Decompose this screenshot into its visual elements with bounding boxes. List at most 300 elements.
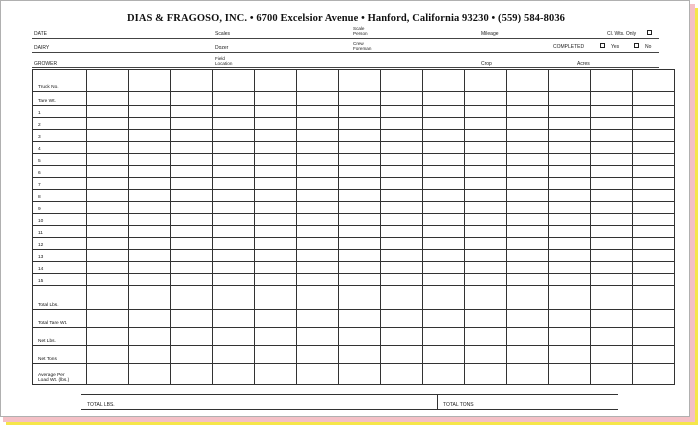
entry-cell[interactable] — [339, 262, 381, 274]
entry-cell[interactable] — [129, 202, 171, 214]
entry-cell[interactable] — [213, 70, 255, 92]
entry-cell[interactable] — [633, 154, 675, 166]
entry-cell[interactable] — [129, 262, 171, 274]
entry-cell[interactable] — [549, 178, 591, 190]
entry-cell[interactable] — [339, 70, 381, 92]
entry-cell[interactable] — [591, 142, 633, 154]
entry-cell[interactable] — [633, 202, 675, 214]
entry-cell[interactable] — [591, 92, 633, 106]
entry-cell[interactable] — [297, 238, 339, 250]
entry-cell[interactable] — [423, 178, 465, 190]
entry-cell[interactable] — [423, 310, 465, 328]
entry-cell[interactable] — [297, 286, 339, 310]
entry-cell[interactable] — [633, 106, 675, 118]
entry-cell[interactable] — [339, 250, 381, 262]
entry-cell[interactable] — [465, 92, 507, 106]
entry-cell[interactable] — [549, 310, 591, 328]
entry-cell[interactable] — [633, 346, 675, 364]
entry-cell[interactable] — [171, 286, 213, 310]
entry-cell[interactable] — [423, 346, 465, 364]
entry-cell[interactable] — [465, 130, 507, 142]
entry-cell[interactable] — [255, 202, 297, 214]
entry-cell[interactable] — [423, 118, 465, 130]
entry-cell[interactable] — [171, 70, 213, 92]
entry-cell[interactable] — [549, 226, 591, 238]
entry-cell[interactable] — [255, 250, 297, 262]
entry-cell[interactable] — [633, 70, 675, 92]
entry-cell[interactable] — [87, 178, 129, 190]
entry-cell[interactable] — [423, 364, 465, 385]
entry-cell[interactable] — [297, 92, 339, 106]
entry-cell[interactable] — [465, 118, 507, 130]
entry-cell[interactable] — [213, 346, 255, 364]
entry-cell[interactable] — [381, 106, 423, 118]
entry-cell[interactable] — [171, 310, 213, 328]
entry-cell[interactable] — [549, 364, 591, 385]
entry-cell[interactable] — [507, 274, 549, 286]
entry-cell[interactable] — [633, 166, 675, 178]
entry-cell[interactable] — [381, 226, 423, 238]
entry-cell[interactable] — [549, 274, 591, 286]
entry-cell[interactable] — [87, 190, 129, 202]
entry-cell[interactable] — [549, 130, 591, 142]
entry-cell[interactable] — [423, 202, 465, 214]
entry-cell[interactable] — [633, 310, 675, 328]
entry-cell[interactable] — [381, 154, 423, 166]
entry-cell[interactable] — [87, 250, 129, 262]
entry-cell[interactable] — [465, 346, 507, 364]
entry-cell[interactable] — [465, 202, 507, 214]
entry-cell[interactable] — [423, 274, 465, 286]
entry-cell[interactable] — [591, 262, 633, 274]
entry-cell[interactable] — [423, 106, 465, 118]
entry-cell[interactable] — [129, 166, 171, 178]
entry-cell[interactable] — [171, 262, 213, 274]
entry-cell[interactable] — [381, 130, 423, 142]
entry-cell[interactable] — [213, 130, 255, 142]
entry-cell[interactable] — [549, 214, 591, 226]
entry-cell[interactable] — [423, 262, 465, 274]
entry-cell[interactable] — [87, 142, 129, 154]
entry-cell[interactable] — [423, 142, 465, 154]
entry-cell[interactable] — [171, 346, 213, 364]
entry-cell[interactable] — [255, 130, 297, 142]
entry-cell[interactable] — [129, 106, 171, 118]
entry-cell[interactable] — [339, 310, 381, 328]
entry-cell[interactable] — [297, 346, 339, 364]
entry-cell[interactable] — [339, 286, 381, 310]
entry-cell[interactable] — [339, 202, 381, 214]
entry-cell[interactable] — [255, 70, 297, 92]
entry-cell[interactable] — [591, 166, 633, 178]
entry-cell[interactable] — [591, 70, 633, 92]
entry-cell[interactable] — [465, 190, 507, 202]
entry-cell[interactable] — [213, 250, 255, 262]
entry-cell[interactable] — [633, 238, 675, 250]
entry-cell[interactable] — [507, 214, 549, 226]
entry-cell[interactable] — [591, 118, 633, 130]
entry-cell[interactable] — [465, 214, 507, 226]
entry-cell[interactable] — [87, 262, 129, 274]
entry-cell[interactable] — [297, 328, 339, 346]
completed-yes-checkbox[interactable] — [600, 43, 605, 48]
entry-cell[interactable] — [87, 106, 129, 118]
entry-cell[interactable] — [87, 346, 129, 364]
entry-cell[interactable] — [465, 238, 507, 250]
completed-no-checkbox[interactable] — [634, 43, 639, 48]
entry-cell[interactable] — [591, 250, 633, 262]
entry-cell[interactable] — [129, 154, 171, 166]
entry-cell[interactable] — [591, 154, 633, 166]
entry-cell[interactable] — [591, 178, 633, 190]
entry-cell[interactable] — [213, 262, 255, 274]
entry-cell[interactable] — [591, 238, 633, 250]
entry-cell[interactable] — [381, 274, 423, 286]
entry-cell[interactable] — [213, 364, 255, 385]
entry-cell[interactable] — [213, 142, 255, 154]
entry-cell[interactable] — [465, 310, 507, 328]
entry-cell[interactable] — [423, 328, 465, 346]
entry-cell[interactable] — [171, 364, 213, 385]
entry-cell[interactable] — [381, 262, 423, 274]
entry-cell[interactable] — [549, 154, 591, 166]
entry-cell[interactable] — [297, 142, 339, 154]
entry-cell[interactable] — [213, 286, 255, 310]
entry-cell[interactable] — [129, 190, 171, 202]
entry-cell[interactable] — [255, 310, 297, 328]
entry-cell[interactable] — [423, 154, 465, 166]
entry-cell[interactable] — [171, 226, 213, 238]
entry-cell[interactable] — [297, 178, 339, 190]
entry-cell[interactable] — [171, 202, 213, 214]
entry-cell[interactable] — [255, 328, 297, 346]
entry-cell[interactable] — [507, 178, 549, 190]
entry-cell[interactable] — [297, 226, 339, 238]
entry-cell[interactable] — [213, 106, 255, 118]
entry-cell[interactable] — [297, 214, 339, 226]
entry-cell[interactable] — [129, 310, 171, 328]
entry-cell[interactable] — [87, 226, 129, 238]
entry-cell[interactable] — [129, 142, 171, 154]
entry-cell[interactable] — [549, 106, 591, 118]
entry-cell[interactable] — [87, 364, 129, 385]
entry-cell[interactable] — [87, 310, 129, 328]
entry-cell[interactable] — [381, 346, 423, 364]
entry-cell[interactable] — [633, 130, 675, 142]
entry-cell[interactable] — [339, 328, 381, 346]
entry-cell[interactable] — [255, 154, 297, 166]
entry-cell[interactable] — [171, 328, 213, 346]
entry-cell[interactable] — [423, 214, 465, 226]
entry-cell[interactable] — [129, 346, 171, 364]
entry-cell[interactable] — [423, 166, 465, 178]
entry-cell[interactable] — [423, 130, 465, 142]
entry-cell[interactable] — [339, 226, 381, 238]
entry-cell[interactable] — [549, 238, 591, 250]
entry-cell[interactable] — [465, 262, 507, 274]
entry-cell[interactable] — [633, 286, 675, 310]
entry-cell[interactable] — [255, 92, 297, 106]
entry-cell[interactable] — [507, 130, 549, 142]
entry-cell[interactable] — [633, 274, 675, 286]
entry-cell[interactable] — [255, 286, 297, 310]
entry-cell[interactable] — [255, 142, 297, 154]
entry-cell[interactable] — [507, 238, 549, 250]
entry-cell[interactable] — [255, 118, 297, 130]
entry-cell[interactable] — [549, 328, 591, 346]
entry-cell[interactable] — [297, 274, 339, 286]
entry-cell[interactable] — [171, 238, 213, 250]
entry-cell[interactable] — [507, 142, 549, 154]
entry-cell[interactable] — [633, 226, 675, 238]
entry-cell[interactable] — [423, 190, 465, 202]
entry-cell[interactable] — [255, 364, 297, 385]
entry-cell[interactable] — [255, 178, 297, 190]
entry-cell[interactable] — [171, 92, 213, 106]
entry-cell[interactable] — [549, 286, 591, 310]
entry-cell[interactable] — [213, 328, 255, 346]
entry-cell[interactable] — [297, 310, 339, 328]
entry-cell[interactable] — [255, 274, 297, 286]
entry-cell[interactable] — [381, 328, 423, 346]
entry-cell[interactable] — [213, 226, 255, 238]
entry-cell[interactable] — [339, 178, 381, 190]
entry-cell[interactable] — [507, 310, 549, 328]
entry-cell[interactable] — [87, 154, 129, 166]
entry-cell[interactable] — [591, 328, 633, 346]
entry-cell[interactable] — [171, 130, 213, 142]
entry-cell[interactable] — [171, 166, 213, 178]
entry-cell[interactable] — [255, 106, 297, 118]
entry-cell[interactable] — [423, 70, 465, 92]
entry-cell[interactable] — [549, 92, 591, 106]
entry-cell[interactable] — [339, 346, 381, 364]
entry-cell[interactable] — [633, 142, 675, 154]
entry-cell[interactable] — [297, 106, 339, 118]
entry-cell[interactable] — [87, 328, 129, 346]
entry-cell[interactable] — [507, 262, 549, 274]
entry-cell[interactable] — [255, 166, 297, 178]
entry-cell[interactable] — [297, 118, 339, 130]
entry-cell[interactable] — [255, 262, 297, 274]
entry-cell[interactable] — [591, 106, 633, 118]
entry-cell[interactable] — [213, 214, 255, 226]
entry-cell[interactable] — [549, 262, 591, 274]
entry-cell[interactable] — [549, 70, 591, 92]
entry-cell[interactable] — [507, 166, 549, 178]
entry-cell[interactable] — [129, 226, 171, 238]
entry-cell[interactable] — [339, 106, 381, 118]
entry-cell[interactable] — [423, 286, 465, 310]
entry-cell[interactable] — [507, 286, 549, 310]
entry-cell[interactable] — [465, 166, 507, 178]
entry-cell[interactable] — [381, 166, 423, 178]
entry-cell[interactable] — [381, 70, 423, 92]
entry-cell[interactable] — [549, 118, 591, 130]
entry-cell[interactable] — [507, 226, 549, 238]
entry-cell[interactable] — [423, 92, 465, 106]
entry-cell[interactable] — [339, 364, 381, 385]
entry-cell[interactable] — [213, 118, 255, 130]
entry-cell[interactable] — [381, 202, 423, 214]
entry-cell[interactable] — [381, 214, 423, 226]
entry-cell[interactable] — [213, 238, 255, 250]
entry-cell[interactable] — [633, 364, 675, 385]
entry-cell[interactable] — [339, 154, 381, 166]
entry-cell[interactable] — [213, 92, 255, 106]
entry-cell[interactable] — [465, 250, 507, 262]
entry-cell[interactable] — [591, 346, 633, 364]
entry-cell[interactable] — [465, 274, 507, 286]
entry-cell[interactable] — [381, 92, 423, 106]
entry-cell[interactable] — [171, 142, 213, 154]
entry-cell[interactable] — [171, 118, 213, 130]
entry-cell[interactable] — [213, 274, 255, 286]
entry-cell[interactable] — [465, 154, 507, 166]
entry-cell[interactable] — [255, 238, 297, 250]
entry-cell[interactable] — [591, 226, 633, 238]
entry-cell[interactable] — [129, 250, 171, 262]
entry-cell[interactable] — [381, 250, 423, 262]
entry-cell[interactable] — [339, 118, 381, 130]
entry-cell[interactable] — [423, 250, 465, 262]
entry-cell[interactable] — [171, 274, 213, 286]
entry-cell[interactable] — [255, 190, 297, 202]
entry-cell[interactable] — [297, 70, 339, 92]
entry-cell[interactable] — [255, 226, 297, 238]
cl-wts-only-checkbox[interactable] — [647, 30, 652, 35]
entry-cell[interactable] — [171, 190, 213, 202]
entry-cell[interactable] — [549, 346, 591, 364]
entry-cell[interactable] — [507, 202, 549, 214]
entry-cell[interactable] — [87, 214, 129, 226]
entry-cell[interactable] — [339, 274, 381, 286]
entry-cell[interactable] — [255, 214, 297, 226]
entry-cell[interactable] — [297, 250, 339, 262]
entry-cell[interactable] — [171, 178, 213, 190]
entry-cell[interactable] — [549, 142, 591, 154]
entry-cell[interactable] — [633, 214, 675, 226]
entry-cell[interactable] — [87, 130, 129, 142]
entry-cell[interactable] — [129, 118, 171, 130]
entry-cell[interactable] — [549, 166, 591, 178]
entry-cell[interactable] — [549, 250, 591, 262]
entry-cell[interactable] — [633, 118, 675, 130]
entry-cell[interactable] — [633, 190, 675, 202]
entry-cell[interactable] — [633, 178, 675, 190]
entry-cell[interactable] — [423, 226, 465, 238]
entry-cell[interactable] — [507, 250, 549, 262]
entry-cell[interactable] — [339, 190, 381, 202]
entry-cell[interactable] — [507, 154, 549, 166]
entry-cell[interactable] — [633, 92, 675, 106]
entry-cell[interactable] — [129, 214, 171, 226]
entry-cell[interactable] — [129, 286, 171, 310]
entry-cell[interactable] — [297, 154, 339, 166]
entry-cell[interactable] — [129, 328, 171, 346]
entry-cell[interactable] — [591, 190, 633, 202]
entry-cell[interactable] — [129, 130, 171, 142]
entry-cell[interactable] — [591, 214, 633, 226]
entry-cell[interactable] — [129, 92, 171, 106]
entry-cell[interactable] — [129, 70, 171, 92]
entry-cell[interactable] — [171, 106, 213, 118]
entry-cell[interactable] — [591, 130, 633, 142]
entry-cell[interactable] — [213, 310, 255, 328]
entry-cell[interactable] — [297, 130, 339, 142]
entry-cell[interactable] — [339, 166, 381, 178]
entry-cell[interactable] — [381, 118, 423, 130]
entry-cell[interactable] — [87, 286, 129, 310]
entry-cell[interactable] — [507, 92, 549, 106]
entry-cell[interactable] — [633, 328, 675, 346]
entry-cell[interactable] — [297, 262, 339, 274]
entry-cell[interactable] — [381, 190, 423, 202]
entry-cell[interactable] — [465, 286, 507, 310]
entry-cell[interactable] — [213, 166, 255, 178]
entry-cell[interactable] — [507, 106, 549, 118]
entry-cell[interactable] — [465, 178, 507, 190]
entry-cell[interactable] — [87, 202, 129, 214]
entry-cell[interactable] — [465, 106, 507, 118]
entry-cell[interactable] — [297, 190, 339, 202]
entry-cell[interactable] — [381, 238, 423, 250]
entry-cell[interactable] — [591, 364, 633, 385]
entry-cell[interactable] — [87, 166, 129, 178]
entry-cell[interactable] — [507, 190, 549, 202]
entry-cell[interactable] — [339, 130, 381, 142]
entry-cell[interactable] — [87, 238, 129, 250]
entry-cell[interactable] — [213, 190, 255, 202]
entry-cell[interactable] — [465, 70, 507, 92]
entry-cell[interactable] — [129, 178, 171, 190]
entry-cell[interactable] — [507, 328, 549, 346]
entry-cell[interactable] — [591, 286, 633, 310]
entry-cell[interactable] — [633, 262, 675, 274]
entry-cell[interactable] — [507, 346, 549, 364]
entry-cell[interactable] — [255, 346, 297, 364]
entry-cell[interactable] — [339, 92, 381, 106]
entry-cell[interactable] — [171, 154, 213, 166]
entry-cell[interactable] — [213, 178, 255, 190]
entry-cell[interactable] — [381, 310, 423, 328]
entry-cell[interactable] — [465, 328, 507, 346]
entry-cell[interactable] — [381, 286, 423, 310]
entry-cell[interactable] — [507, 70, 549, 92]
entry-cell[interactable] — [339, 214, 381, 226]
entry-cell[interactable] — [171, 250, 213, 262]
entry-cell[interactable] — [129, 364, 171, 385]
entry-cell[interactable] — [297, 202, 339, 214]
entry-cell[interactable] — [213, 154, 255, 166]
entry-cell[interactable] — [129, 274, 171, 286]
entry-cell[interactable] — [465, 364, 507, 385]
entry-cell[interactable] — [423, 238, 465, 250]
entry-cell[interactable] — [381, 142, 423, 154]
entry-cell[interactable] — [549, 190, 591, 202]
entry-cell[interactable] — [381, 178, 423, 190]
entry-cell[interactable] — [339, 142, 381, 154]
entry-cell[interactable] — [87, 70, 129, 92]
entry-cell[interactable] — [633, 250, 675, 262]
entry-cell[interactable] — [213, 202, 255, 214]
entry-cell[interactable] — [381, 364, 423, 385]
entry-cell[interactable] — [297, 166, 339, 178]
entry-cell[interactable] — [87, 92, 129, 106]
entry-cell[interactable] — [591, 202, 633, 214]
entry-cell[interactable] — [129, 238, 171, 250]
entry-cell[interactable] — [339, 238, 381, 250]
